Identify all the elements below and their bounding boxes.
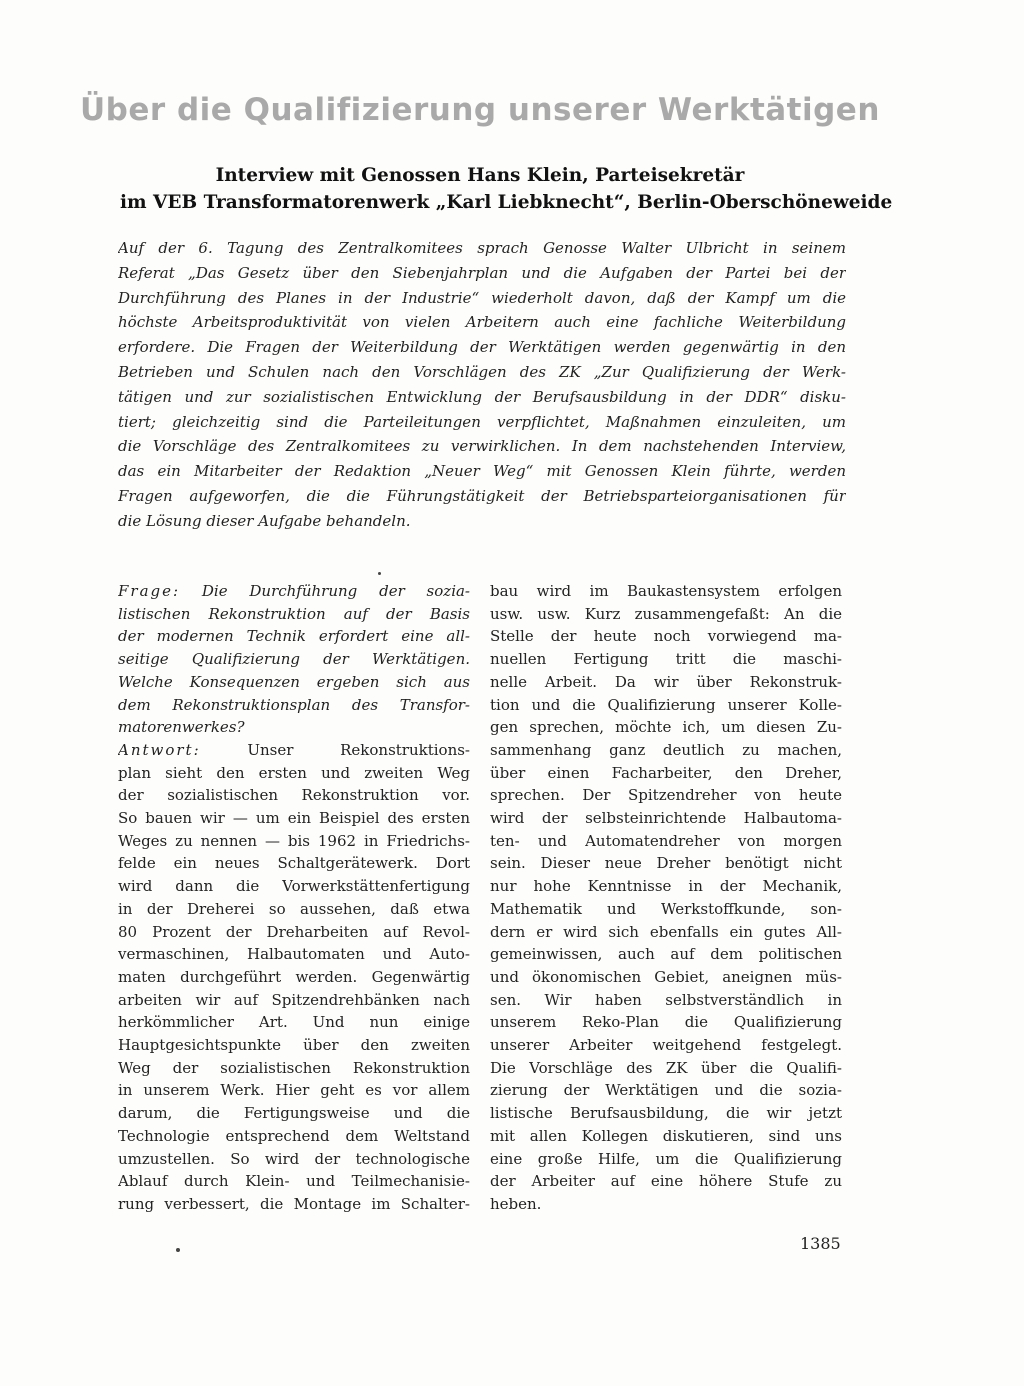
page-title: Über die Qualifizierung unserer Werktätigen xyxy=(80,92,880,128)
answer-line: Weg der sozialistischen Rekonstruktion xyxy=(118,1058,470,1077)
answer-label: Antwort: xyxy=(118,740,201,759)
intro-line: Fragen aufgeworfen, die die Führungstätigkeit der Betriebsparteiorganisationen für xyxy=(118,486,846,505)
intro-line: Auf der 6. Tagung des Zentralkomitees sprach Genosse Walter Ulbricht in seinem xyxy=(118,239,846,257)
answer-line: in der Dreherei so aussehen, daß etwa xyxy=(118,899,470,918)
answer-line: maten durchgeführt werden. Gegenwärtig xyxy=(118,967,470,986)
body-line: gen sprechen, möchte ich, um diesen Zu- xyxy=(490,718,842,737)
body-line: über einen Facharbeiter, den Dreher, xyxy=(490,763,842,782)
question-line: der modernen Technik erfordert eine all- xyxy=(118,627,470,646)
subtitle-line: im VEB Transformatorenwerk „Karl Liebknecht“, Berlin-Oberschöneweide xyxy=(120,192,893,213)
question-line: matorenwerkes? xyxy=(118,718,245,737)
body-line: sen. Wir haben selbstverständlich in xyxy=(490,990,842,1009)
answer-line: Hauptgesichtspunkte über den zweiten xyxy=(118,1036,470,1055)
body-line: dern er wird sich ebenfalls ein gutes All- xyxy=(490,922,842,941)
answer-line xyxy=(118,739,470,762)
intro-line: die Lösung dieser Aufgabe behandeln. xyxy=(118,511,411,530)
intro-line: tätigen und zur sozialistischen Entwicklung der Berufsausbildung in der DDR“ disku- xyxy=(118,387,846,406)
intro-line: erfordere. Die Fragen der Weiterbildung der Werktätigen werden gegenwärtig in den xyxy=(118,338,846,357)
intro-line: Referat „Das Gesetz über den Siebenjahrplan und die Aufgaben der Partei bei der xyxy=(118,263,846,282)
page-number: 1385 xyxy=(800,1234,841,1253)
ink-speck xyxy=(176,1248,180,1252)
answer-line: Ablauf durch Klein- und Teilmechanisie- xyxy=(118,1172,470,1191)
left-column xyxy=(118,580,470,1216)
answer-line: felde ein neues Schaltgerätewerk. Dort xyxy=(118,854,470,873)
intro-line: die Vorschläge des Zentralkomitees zu verwirklichen. In dem nachstehenden Interview, xyxy=(118,437,846,456)
answer-line: wird dann die Vorwerkstättenfertigung xyxy=(118,877,470,896)
body-line: Mathematik und Werkstoffkunde, son- xyxy=(490,899,842,918)
intro-line: Betrieben und Schulen nach den Vorschlägen des ZK „Zur Qualifizierung der Werk- xyxy=(118,362,846,381)
question-line: seitige Qualifizierung der Werktätigen. xyxy=(118,650,470,669)
body-line: gemeinwissen, auch auf dem politischen xyxy=(490,945,842,964)
question-line: listischen Rekonstruktion auf der Basis xyxy=(118,604,470,623)
answer-line: Weges zu nennen — bis 1962 in Friedrichs- xyxy=(118,831,470,850)
answer-line: Technologie entsprechend dem Weltstand xyxy=(118,1126,470,1145)
body-line: heben. xyxy=(490,1194,542,1213)
body-line: unserem Reko-Plan die Qualifizierung xyxy=(490,1013,842,1032)
body-line: nelle Arbeit. Da wir über Rekonstruk- xyxy=(490,672,842,691)
body-line: mit allen Kollegen diskutieren, sind uns xyxy=(490,1126,842,1145)
answer-line: arbeiten wir auf Spitzendrehbänken nach xyxy=(118,990,470,1009)
question-line xyxy=(118,580,470,603)
answer-line: in unserem Werk. Hier geht es vor allem xyxy=(118,1081,470,1100)
body-line: sprechen. Der Spitzendreher von heute xyxy=(490,786,842,805)
body-line: wird der selbsteinrichtende Halbautoma- xyxy=(490,809,842,828)
ink-speck xyxy=(378,572,381,575)
intro-line: höchste Arbeitsproduktivität von vielen Arbeitern auch eine fachliche Weiterbildung xyxy=(118,313,846,332)
body-line: eine große Hilfe, um die Qualifizierung xyxy=(490,1149,842,1168)
question-line: dem Rekonstruktionsplan des Transfor- xyxy=(118,695,470,714)
answer-line: herkömmlicher Art. Und nun einige xyxy=(118,1013,470,1032)
body-line: nuellen Fertigung tritt die maschi- xyxy=(490,650,842,669)
body-line: Die Vorschläge des ZK über die Qualifi- xyxy=(490,1058,842,1077)
answer-line: umzustellen. So wird der technologische xyxy=(118,1149,470,1168)
question-text: Die Durchführung der sozia- xyxy=(180,582,470,600)
answer-line: 80 Prozent der Dreharbeiten auf Revol- xyxy=(118,922,470,941)
body-line: ten- und Automatendreher von morgen xyxy=(490,831,842,850)
body-line: nur hohe Kenntnisse in der Mechanik, xyxy=(490,877,842,896)
body-line: usw. usw. Kurz zusammengefaßt: An die xyxy=(490,604,842,623)
interview-subtitle xyxy=(120,162,893,216)
answer-line: der sozialistischen Rekonstruktion vor. xyxy=(118,786,470,805)
answer-line: darum, die Fertigungsweise und die xyxy=(118,1104,470,1123)
body-line: zierung der Werktätigen und die sozia- xyxy=(490,1081,842,1100)
body-line: sammenhang ganz deutlich zu machen, xyxy=(490,740,842,759)
body-line: tion und die Qualifizierung unserer Kolle- xyxy=(490,695,842,714)
intro-line: Durchführung des Planes in der Industrie“ wiederholt davon, daß der Kampf um die xyxy=(118,288,846,307)
body-line: sein. Dieser neue Dreher benötigt nicht xyxy=(490,854,842,873)
answer-line: plan sieht den ersten und zweiten Weg xyxy=(118,763,470,782)
answer-line: vermaschinen, Halbautomaten und Auto- xyxy=(118,945,470,964)
question-line: Welche Konsequenzen ergeben sich aus xyxy=(118,672,470,691)
subtitle-line: Interview mit Genossen Hans Klein, Parteisekretär xyxy=(215,165,745,186)
intro-line: das ein Mitarbeiter der Redaktion „Neuer Weg“ mit Genossen Klein führte, werden xyxy=(118,462,846,481)
right-column xyxy=(490,580,842,1216)
answer-line: rung verbessert, die Montage im Schalter- xyxy=(118,1194,470,1213)
body-line: unserer Arbeiter weitgehend festgelegt. xyxy=(490,1036,842,1055)
body-line: und ökonomischen Gebiet, aneignen müs- xyxy=(490,967,842,986)
body-line: listische Berufsausbildung, die wir jetzt xyxy=(490,1104,842,1123)
answer-text: Unser Rekonstruktions- xyxy=(200,740,470,759)
body-line: Stelle der heute noch vorwiegend ma- xyxy=(490,627,842,646)
question-label: Frage: xyxy=(118,582,181,600)
intro-paragraph xyxy=(118,236,846,534)
intro-line: tiert; gleichzeitig sind die Parteileitungen verpflichtet, Maßnahmen einzuleiten, um xyxy=(118,412,846,431)
body-line: bau wird im Baukastensystem erfolgen xyxy=(490,582,842,600)
answer-line: So bauen wir — um ein Beispiel des ersten xyxy=(118,809,470,828)
body-line: der Arbeiter auf eine höhere Stufe zu xyxy=(490,1172,842,1191)
